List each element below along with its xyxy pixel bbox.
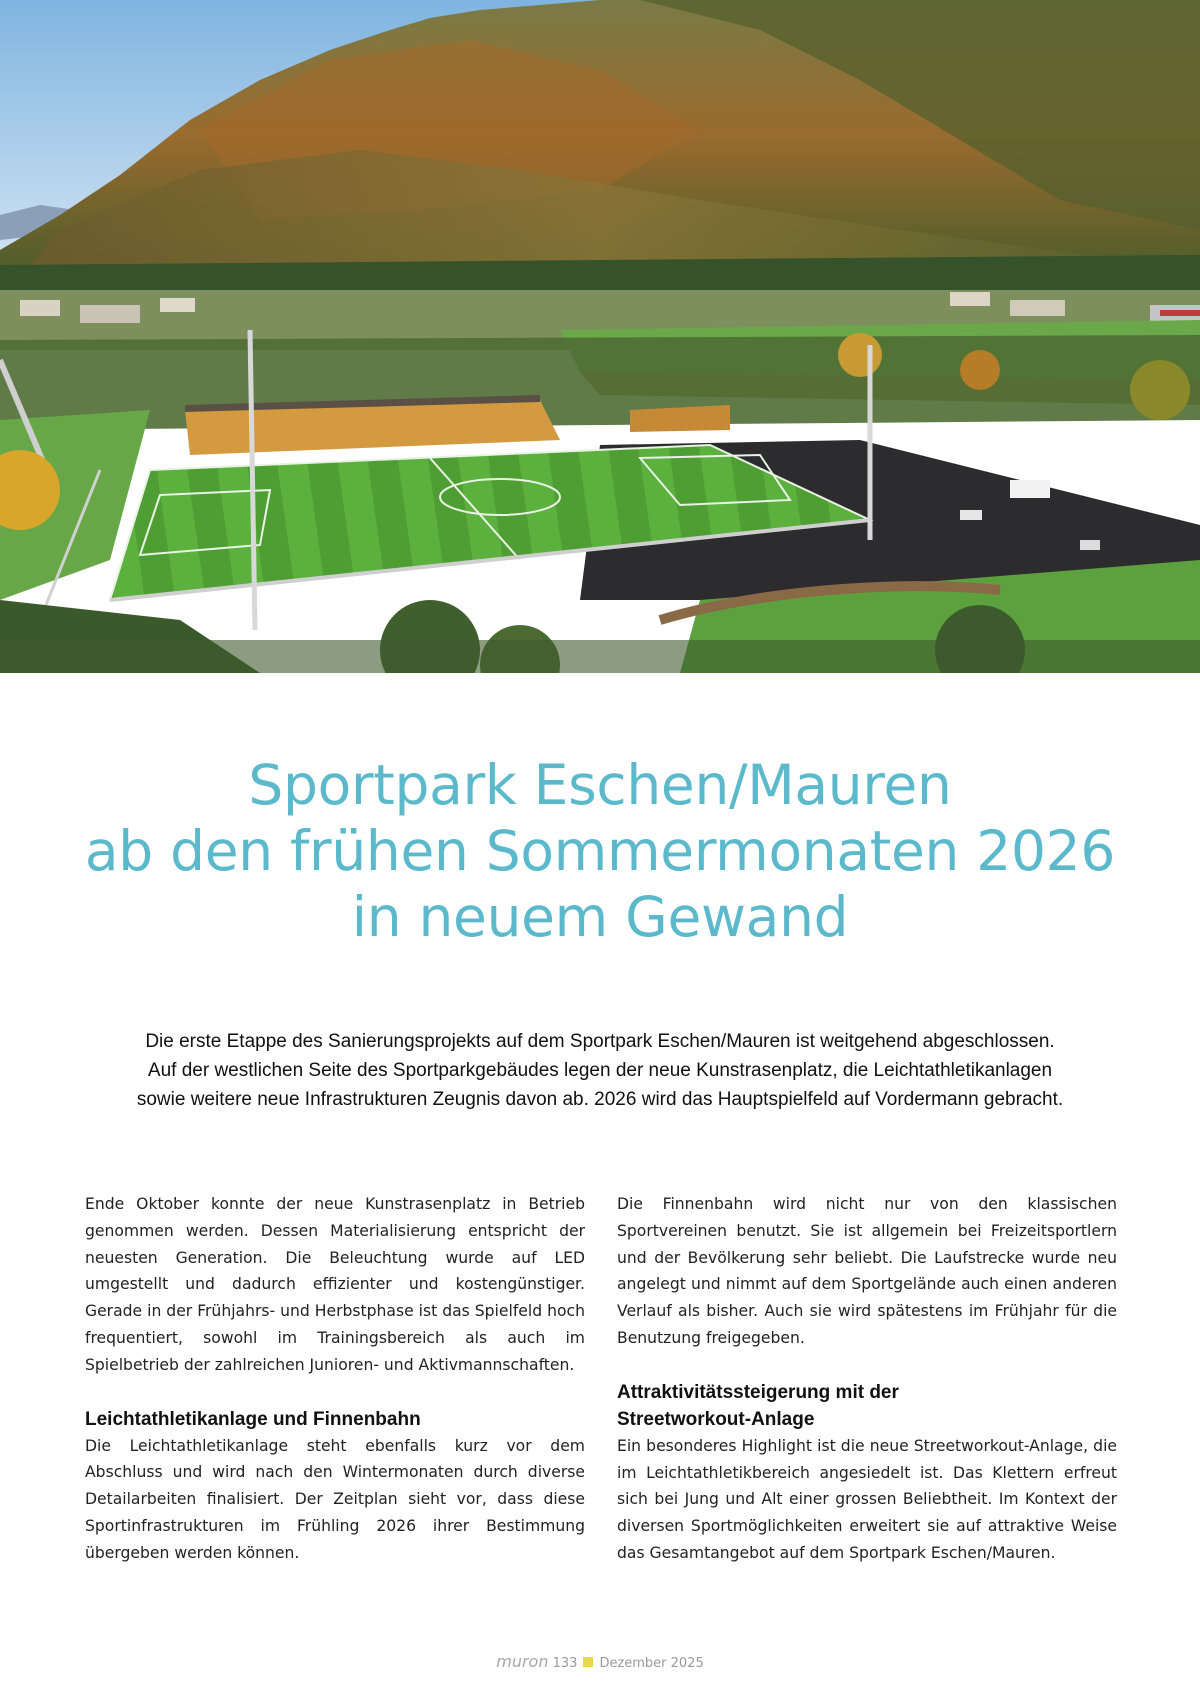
right-heading-line-2: Streetworkout-Anlage <box>617 1408 815 1430</box>
title-line-1: Sportpark Eschen/Mauren <box>248 753 952 817</box>
issue-date: Dezember 2025 <box>599 1656 704 1671</box>
lead-line-1: Die erste Etappe des Sanierungsprojekts auf dem Sportpark Eschen/Mauren ist weitgehend abgeschlossen. <box>145 1031 1055 1052</box>
left-paragraph-2: Die Leichtathletikanlage steht ebenfalls kurz vor dem Abschluss und wird nach den Wintermonaten durch diverse Detailarbeiten finalisiert. Der Zeitplan sieht vor, dass diese Sportinfrastrukturen im Frühling 2026 ihrer Bestimmung übergeben werden können. <box>85 1436 585 1562</box>
sportpark-aerial-illustration <box>0 0 1200 673</box>
title-line-3: in neuem Gewand <box>351 885 849 949</box>
lead-line-3: sowie weitere neue Infrastrukturen Zeugnis davon ab. 2026 wird das Hauptspielfeld auf Vordermann gebracht. <box>136 1089 1064 1110</box>
right-paragraph-1: Die Finnenbahn wird nicht nur von den klassischen Sportvereinen benutzt. Sie ist allgemein bei Freizeitsportlern und der Bevölkerung sehr beliebt. Die Laufstrecke wurde neu angelegt und nimmt auf dem Sportgelände auch einen anderen Verlauf als bisher. Auch sie wird spätestens im Frühjahr für die Benutzung freigegeben. <box>617 1195 1117 1347</box>
lead-line-2: Auf der westlichen Seite des Sportparkgebäudes legen der neue Kunstrasenplatz, die Leichtathletikanlagen <box>147 1060 1053 1081</box>
article-lead <box>60 1027 1140 1114</box>
right-column <box>617 1191 1117 1567</box>
magazine-brand: muron <box>496 1652 549 1671</box>
article-title <box>0 752 1200 950</box>
left-paragraph-1: Ende Oktober konnte der neue Kunstrasenplatz in Betrieb genommen werden. Dessen Materialisierung entspricht der neuesten Generation. Die Beleuchtung wurde auf LED umgestellt und dadurch effizienter und kostengünstiger. Gerade in der Frühjahrs- und Herbstphase ist das Spielfeld hoch frequentiert, sowohl im Trainingsbereich als auch im Spielbetrieb der zahlreichen Junioren- und Aktivmannschaften. <box>85 1195 585 1374</box>
title-line-2: ab den frühen Sommermonaten 2026 <box>84 819 1116 883</box>
left-heading: Leichtathletikanlage und Finnenbahn <box>85 1408 421 1430</box>
page-footer <box>0 1652 1200 1671</box>
issue-number: 133 <box>552 1656 578 1671</box>
hero-photo <box>0 0 1200 673</box>
right-heading-line-1: Attraktivitätssteigerung mit der <box>617 1381 899 1403</box>
right-paragraph-2: Ein besonderes Highlight ist die neue Streetworkout-Anlage, die im Leichtathletikbereich angesiedelt ist. Das Klettern erfreut sich bei Jung und Alt einer grossen Beliebtheit. Im Kontext der diversen Sportmöglichkeiten erweitert sie auf attraktive Weise das Gesamtangebot auf dem Sportpark Eschen/Mauren. <box>617 1436 1117 1562</box>
footer-square-icon <box>583 1657 593 1667</box>
left-column <box>85 1191 585 1567</box>
right-heading <box>617 1379 1117 1433</box>
